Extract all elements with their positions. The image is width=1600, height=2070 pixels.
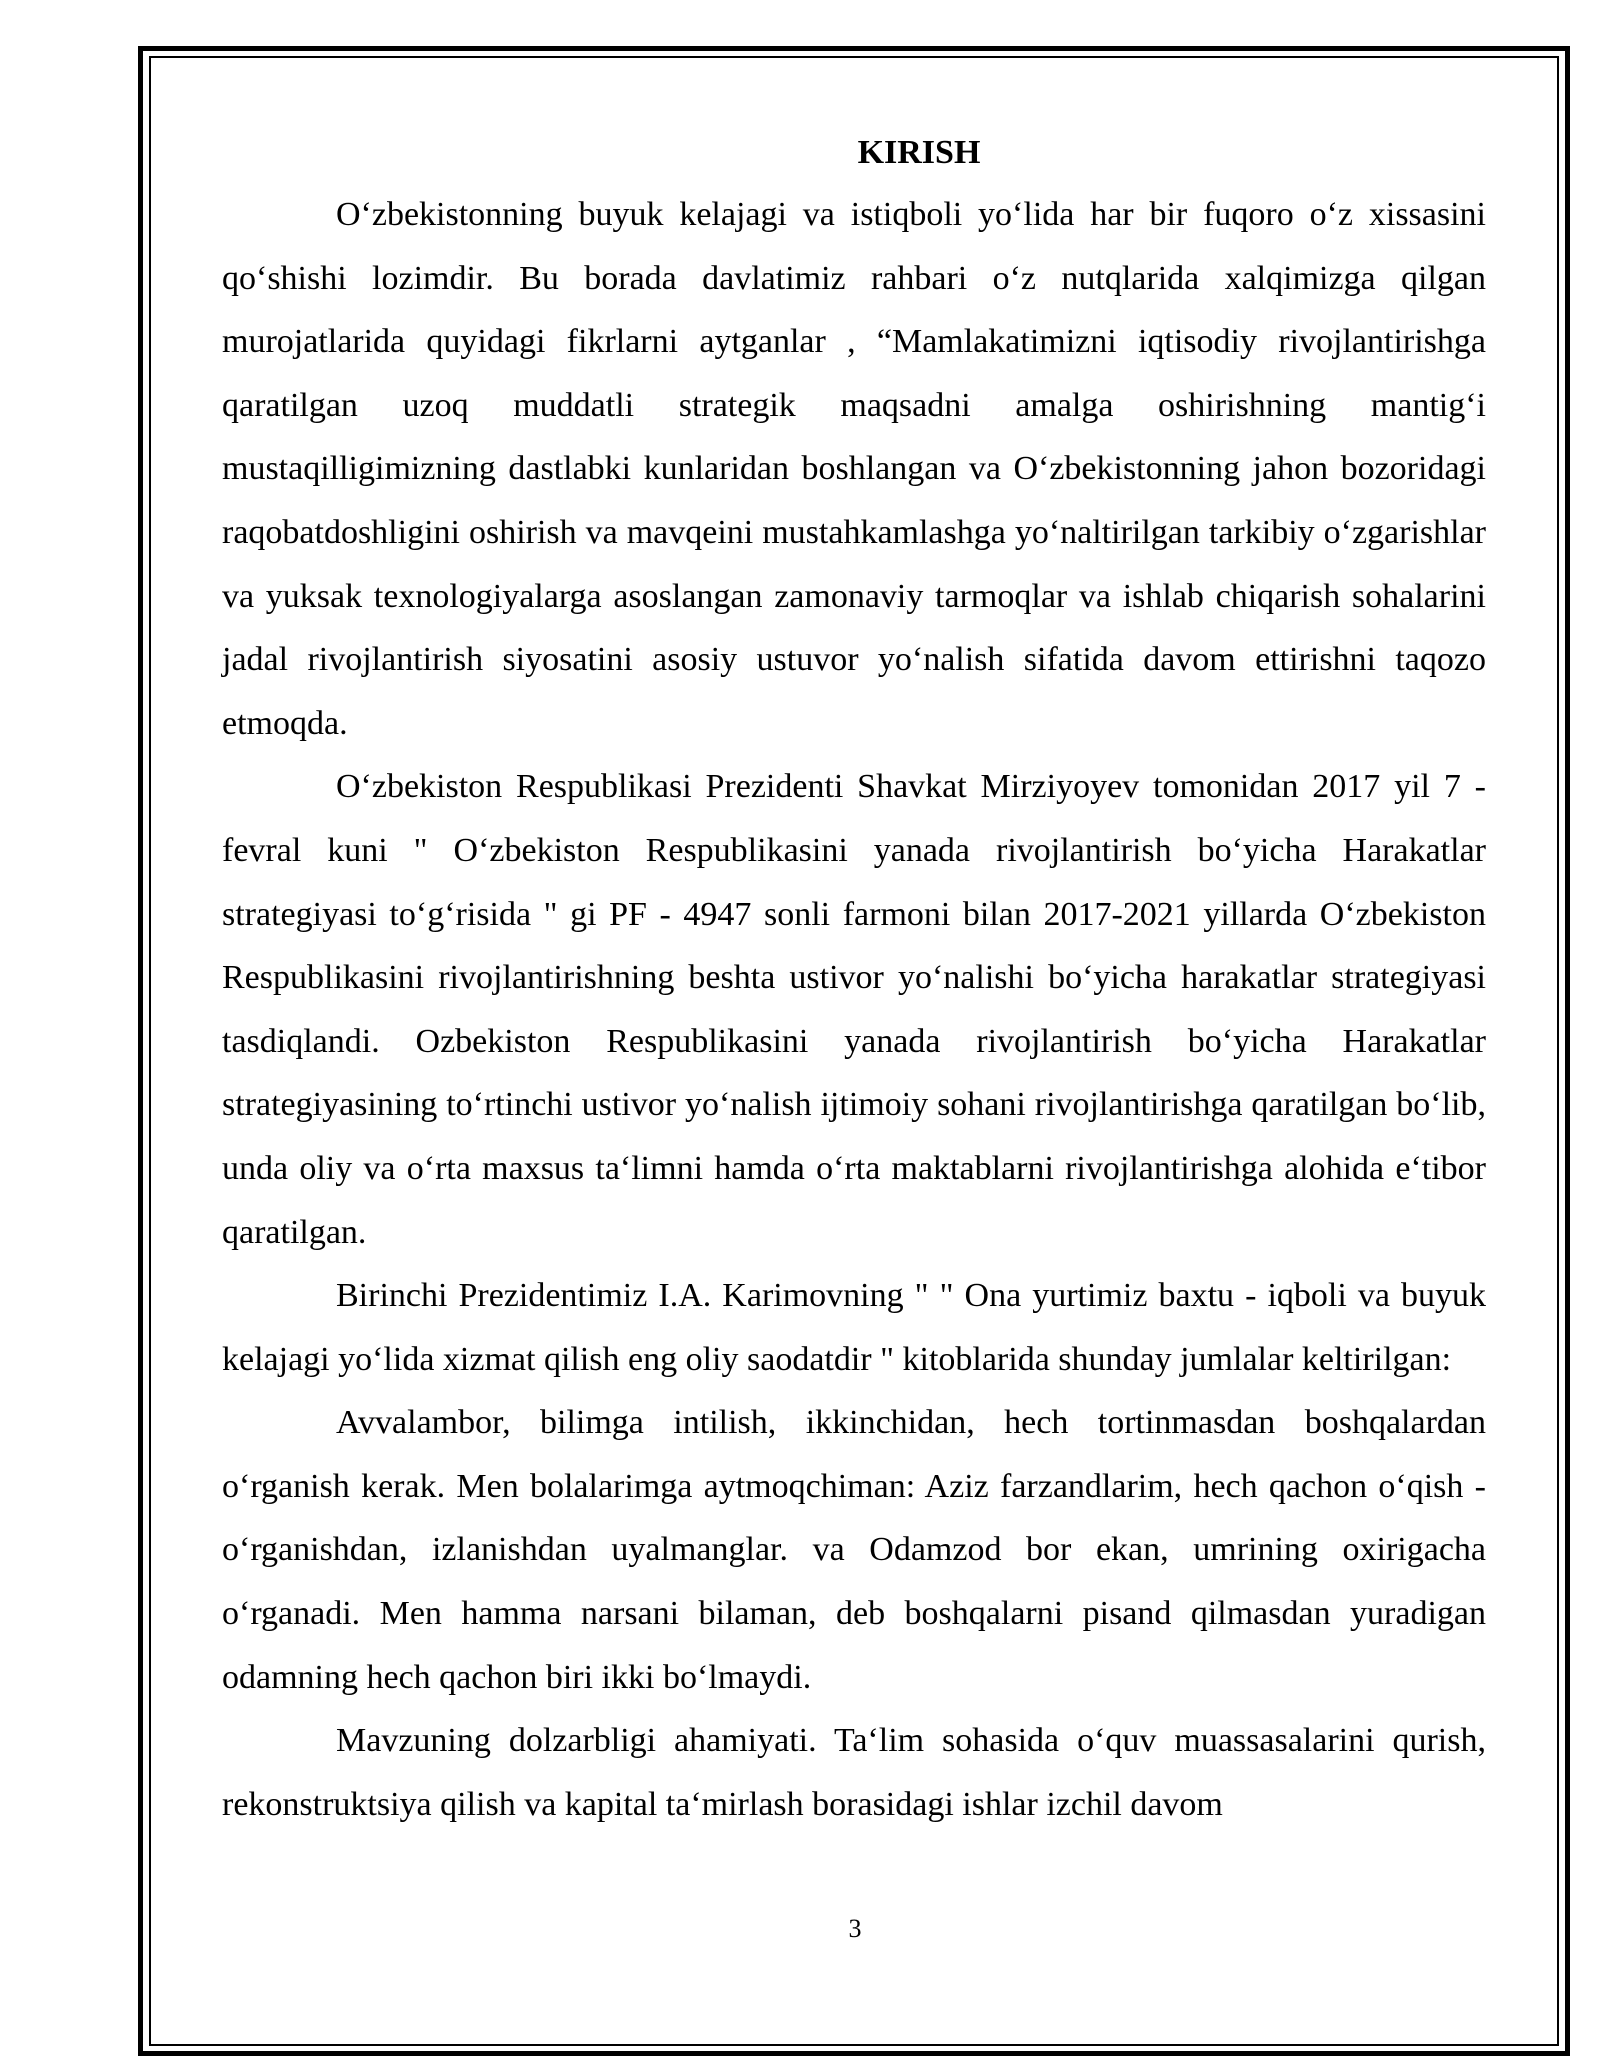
- paragraph-intro: O‘zbekistonning buyuk kelajagi va istiqboli yo‘lida har bir fuqoro o‘z xissasini qo‘shishi lozimdir. Bu borada davlatimiz rahbari o‘z nutqlarida xalqimizga qilgan murojatlarida quyidagi fikrlarni aytganlar , “Mamlakatimizni iqtisodiy rivojlantirishga qaratilgan uzoq muddatli strategik maqsadni amalga oshirishning mantig‘i mustaqilligimizning dastlabki kunlaridan boshlangan va O‘zbekistonning jahon bozoridagi raqobatdoshligini oshirish va mavqeini mustahkamlashga yo‘naltirilgan tarkibiy o‘zgarishlar va yuksak texnologiyalarga asoslangan zamonaviy tarmoqlar va ishlab chiqarish sohalarini jadal rivojlantirish siyosatini asosiy ustuvor yo‘nalish sifatida davom ettirishni taqozo etmoqda.: [222, 196, 1486, 742]
- paragraph-quote: Avvalambor, bilimga intilish, ikkinchidan, hech tortinmasdan boshqalardan o‘rganish kerak. Men bolalarimga aytmoqchiman: Aziz farzandlarim, hech qachon o‘qish - o‘rganishdan, izlanishdan uyalmanglar. va Odamzod bor ekan, umrining oxirigacha o‘rganadi. Men hamma narsani bilaman, deb boshqalarni pisand qilmasdan yuradigan odamning hech qachon biri ikki bo‘lmaydi.: [222, 1404, 1486, 1696]
- page-number: 3: [848, 1914, 862, 1943]
- paragraph-strategy: O‘zbekiston Respublikasi Prezidenti Shavkat Mirziyoyev tomonidan 2017 yil 7 - fevral kuni " O‘zbekiston Respublikasini yanada rivojlantirish bo‘yicha Harakatlar strategiyasi to‘g‘risida " gi PF - 4947 sonli farmoni bilan 2017-2021 yillarda O‘zbekiston Respublikasini rivojlantirishning beshta ustivor yo‘nalishi bo‘yicha harakatlar strategiyasi tasdiqlandi. Ozbekiston Respublikasini yanada rivojlantirish bo‘yicha Harakatlar strategiyasining to‘rtinchi ustivor yo‘nalish ijtimoiy sohani rivojlantirishga qaratilgan bo‘lib, unda oliy va o‘rta maxsus ta‘limni hamda o‘rta maktablarni rivojlantirishga alohida e‘tibor qaratilgan.: [222, 768, 1486, 1251]
- document-title: KIRISH: [857, 134, 981, 171]
- paragraph-relevance: Mavzuning dolzarbligi ahamiyati. Ta‘lim sohasida o‘quv muassasalarini qurish, rekonstruktsiya qilish va kapital ta‘mirlash borasidagi ishlar izchil davom: [222, 1722, 1486, 1823]
- paragraph-karimov: Birinchi Prezidentimiz I.A. Karimovning " " Ona yurtimiz baxtu - iqboli va buyuk kelajagi yo‘lida xizmat qilish eng oliy saodatdir " kitoblarida shunday jumlalar keltirilgan:: [222, 1277, 1486, 1378]
- document-body: [222, 128, 1486, 1836]
